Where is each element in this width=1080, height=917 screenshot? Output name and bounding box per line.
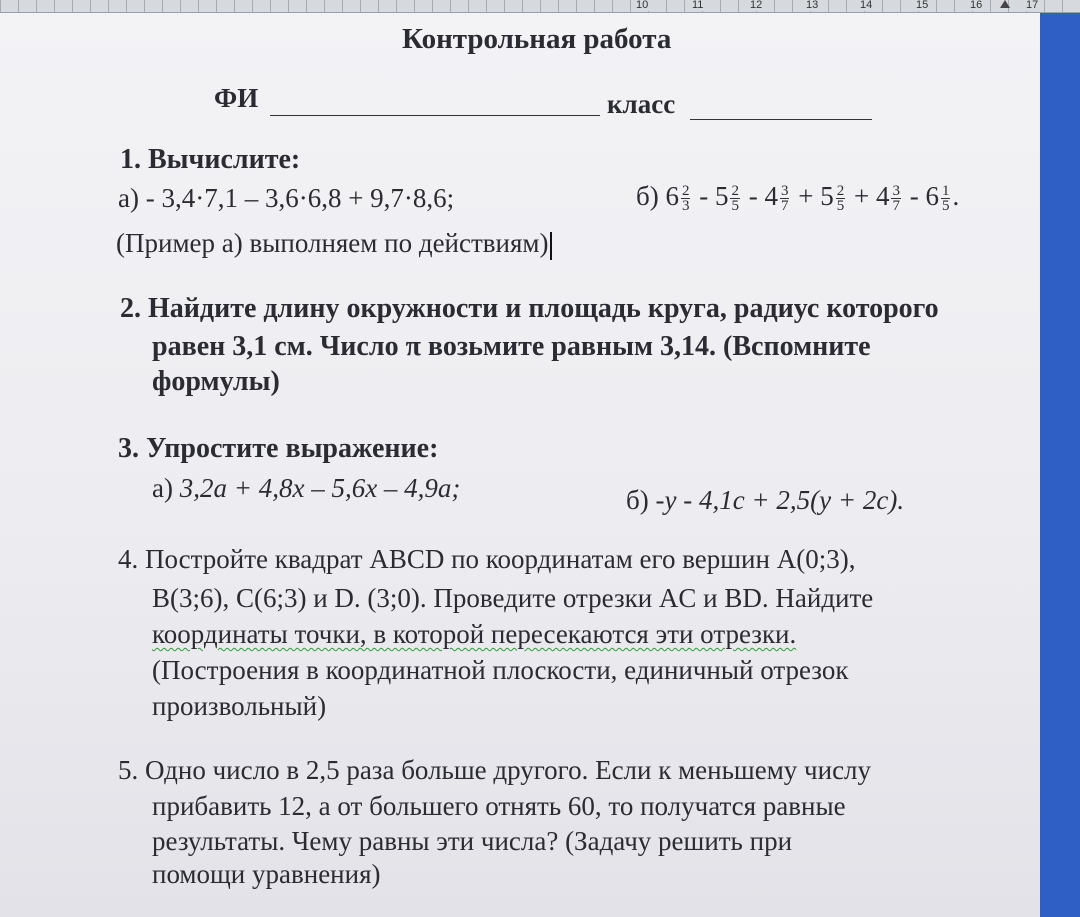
task1-fraction-expression xyxy=(665,181,960,215)
fraction xyxy=(681,184,691,213)
task1-note-text: (Пример а) выполняем по действиям) xyxy=(116,228,549,258)
task3-part-b xyxy=(626,485,904,516)
mixed-number-whole: - 5 xyxy=(692,181,729,211)
fraction-numerator: 1 xyxy=(941,183,950,200)
task2-line: 2. Найдите длину окружности и площадь круга, радиус которого xyxy=(120,293,939,324)
class-blank-line xyxy=(690,119,872,120)
mixed-number xyxy=(741,181,792,215)
ruler-number: 15 xyxy=(916,0,929,11)
task3-part-b-label: б) xyxy=(626,485,649,515)
task4-line xyxy=(152,583,873,614)
mixed-number xyxy=(847,181,903,215)
ruler-number: 12 xyxy=(750,0,763,11)
fraction-numerator: 2 xyxy=(836,183,845,200)
task2-line: равен 3,1 см. Число π возьмите равным 3,14. (Вспомните xyxy=(152,331,871,362)
mixed-number xyxy=(692,181,742,215)
fraction-denominator: 7 xyxy=(892,198,900,215)
task1-part-b-label: б) xyxy=(636,181,659,211)
ruler-number: 13 xyxy=(806,0,819,11)
right-indent-marker[interactable] xyxy=(1000,0,1010,8)
mixed-number-whole: 6 xyxy=(665,181,679,211)
mixed-number-whole: - 6 xyxy=(902,181,939,211)
fraction xyxy=(941,184,951,213)
ruler-number: 17 xyxy=(1026,0,1039,11)
mixed-number-whole: + 4 xyxy=(847,181,890,211)
task2-line: формулы) xyxy=(152,366,280,397)
fraction-denominator: 3 xyxy=(681,198,690,215)
page-title: Контрольная работа xyxy=(402,23,672,55)
fraction xyxy=(730,184,740,213)
task3-part-b-expression: -y - 4,1c + 2,5(y + 2c). xyxy=(655,485,905,515)
task5-line: результаты. Чему равны эти числа? (Задачу решить при xyxy=(152,826,793,856)
task3-part-a-expression: 3,2a + 4,8x – 5,6x – 4,9a; xyxy=(179,473,461,503)
document-page[interactable] xyxy=(0,13,1040,917)
fraction xyxy=(836,184,846,213)
task4-line: произвольный) xyxy=(152,691,327,721)
fraction-denominator: 5 xyxy=(941,198,950,215)
text-cursor xyxy=(550,232,552,260)
ruler-number: 10 xyxy=(636,0,649,11)
task4-line-text: B(3;6), C(6;3) и D. (3;0). Проведите отрезки AC и BD. Найдите xyxy=(152,583,874,613)
ruler-number: 16 xyxy=(970,0,983,11)
ruler-number: 14 xyxy=(860,0,873,11)
mixed-number xyxy=(665,181,692,215)
task1-heading: 1. Вычислите: xyxy=(120,144,301,175)
fraction-denominator: 5 xyxy=(836,198,845,215)
task5-line: прибавить 12, а от большего отнять 60, то получатся равные xyxy=(152,791,846,821)
task5-line: 5. Одно число в 2,5 раза больше другого. Если к меньшему числу xyxy=(118,755,872,785)
task1-note xyxy=(116,228,552,260)
task3-part-a-label: а) xyxy=(152,473,173,503)
fraction-numerator: 2 xyxy=(731,183,739,200)
mixed-number xyxy=(791,181,847,215)
period: . xyxy=(952,181,960,211)
task1-part-b xyxy=(636,181,959,213)
class-label: класс xyxy=(607,89,676,119)
task5-line: помощи уравнения) xyxy=(152,859,381,889)
task3-part-a xyxy=(152,473,460,504)
ruler-number: 11 xyxy=(692,0,704,11)
mixed-number-whole: - 4 xyxy=(741,181,778,211)
fraction-numerator: 2 xyxy=(681,183,690,200)
name-blank-line xyxy=(270,115,600,116)
task4-line: координаты точки, в которой пересекаются эти отрезки. xyxy=(152,619,797,649)
fraction-denominator: 5 xyxy=(731,198,739,215)
task4-line: 4. Постройте квадрат ABCD по координатам его вершин A(0;3), xyxy=(118,544,856,574)
fraction-denominator: 7 xyxy=(780,198,789,215)
name-label: ФИ xyxy=(214,83,259,113)
fraction-numerator: 3 xyxy=(892,183,900,200)
mixed-number-whole: + 5 xyxy=(791,181,834,211)
mixed-number xyxy=(902,181,953,215)
fraction-numerator: 3 xyxy=(780,183,789,200)
task1-part-a: а) - 3,4·7,1 – 3,6·6,8 + 9,7·8,6; xyxy=(118,183,455,213)
fraction xyxy=(891,184,901,213)
task4-line: (Построения в координатной плоскости, единичный отрезок xyxy=(152,655,849,685)
horizontal-ruler[interactable] xyxy=(0,0,1080,13)
fraction xyxy=(780,184,790,213)
task3-heading: 3. Упростите выражение: xyxy=(118,433,439,464)
